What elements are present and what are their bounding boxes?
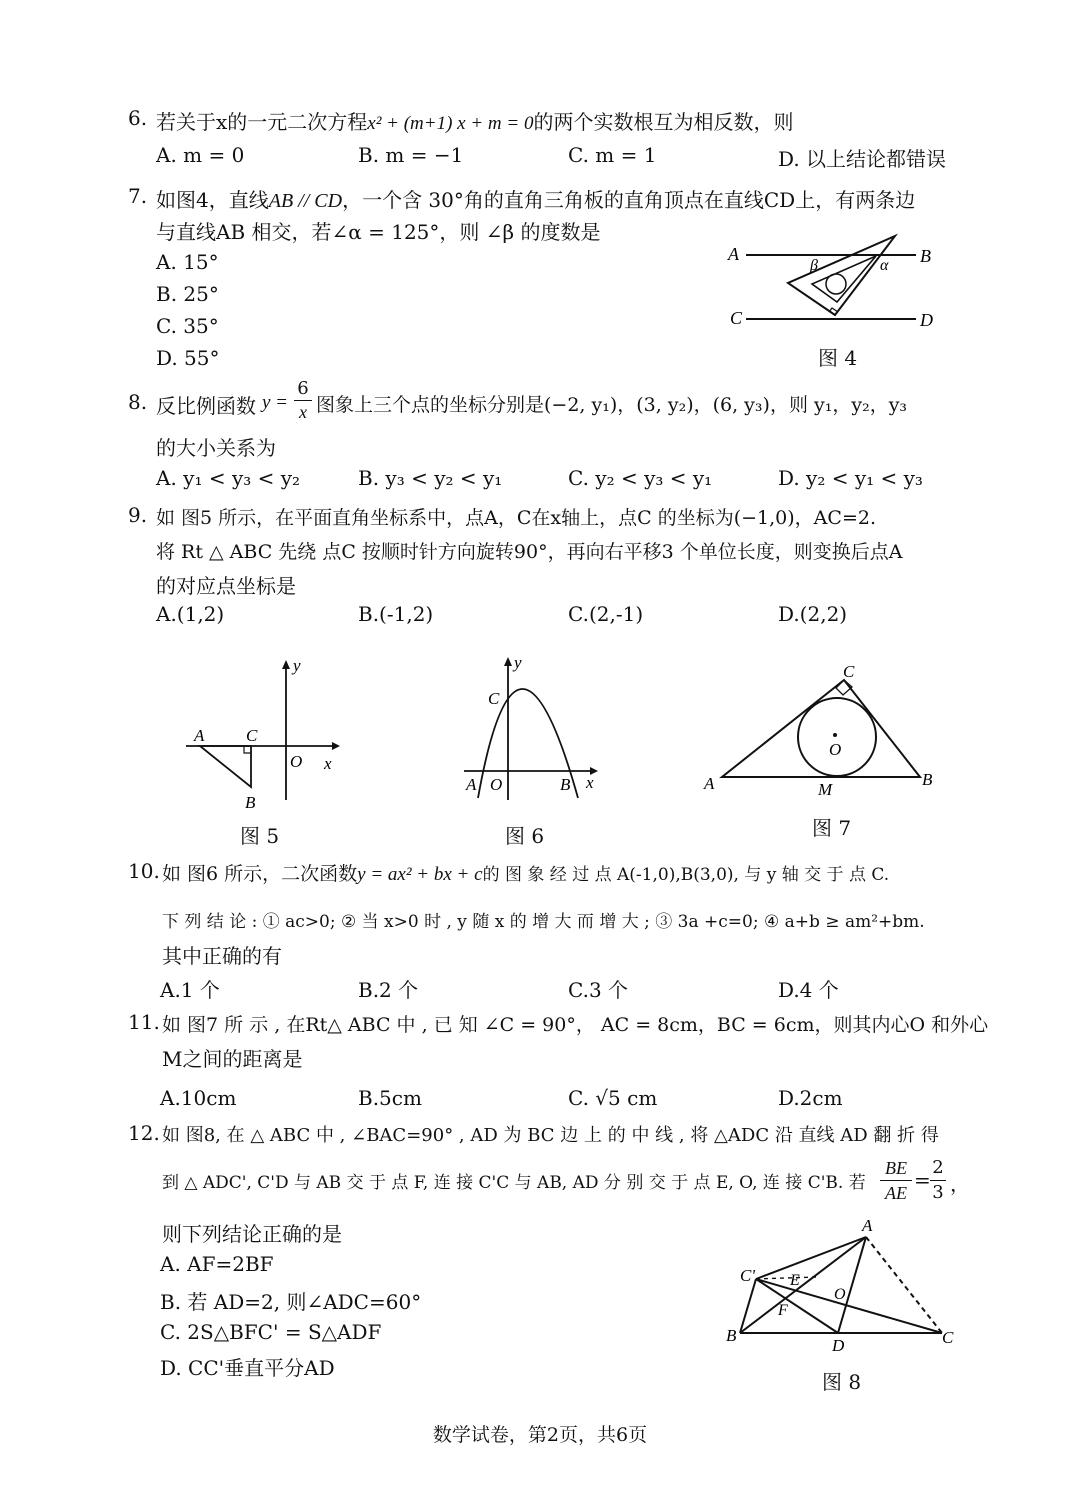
fig5-y-arrow bbox=[282, 660, 290, 669]
fig8-label-a: A bbox=[862, 1216, 873, 1235]
fig7-label-a: A bbox=[704, 774, 715, 793]
q6-number: 6. bbox=[128, 106, 148, 130]
q8-func-numerator: 6 bbox=[297, 378, 309, 399]
q9-line3: 的对应点坐标是 bbox=[156, 574, 296, 598]
fig4-caption: 图 4 bbox=[818, 346, 858, 370]
q10-option-b: B.2 个 bbox=[358, 978, 419, 1002]
q6-stem-b: 的两个实数根互为相反数，则 bbox=[533, 110, 794, 134]
fig6-label-b: B bbox=[560, 775, 571, 794]
q6-option-b: B. m = −1 bbox=[358, 143, 464, 167]
fig7-label-o: O bbox=[829, 740, 842, 759]
fig8-label-b: B bbox=[726, 1326, 737, 1345]
q8-option-d: D. y₂ < y₁ < y₃ bbox=[778, 466, 923, 490]
q9-line1: 如 图5 所示，在平面直角坐标系中，点A，C在x轴上，点C 的坐标为(−1,0)，AC=2. bbox=[156, 507, 876, 529]
q8-option-c: C. y₂ < y₃ < y₁ bbox=[568, 466, 713, 490]
q6-option-a: A. m = 0 bbox=[156, 143, 245, 167]
q7-line1-b: ，一个含 30°角的直角三角板的直角顶点在直线CD上，有两条边 bbox=[342, 188, 916, 212]
fig5-label-c: C bbox=[246, 726, 258, 745]
q6-stem-a: 若关于x的一元二次方程 bbox=[156, 110, 368, 134]
q7-line1 bbox=[156, 184, 915, 213]
q11-line2: M之间的距离是 bbox=[162, 1047, 303, 1071]
fig7-caption: 图 7 bbox=[812, 816, 852, 840]
fig7-label-m: M bbox=[818, 780, 833, 799]
fig7-incircle bbox=[798, 698, 876, 776]
fig5-label-y: y bbox=[293, 656, 301, 675]
q12-option-a: A. AF=2BF bbox=[160, 1252, 274, 1276]
fig6-label-a: A bbox=[466, 775, 477, 794]
q8-stem-a: 反比例函数 bbox=[156, 394, 256, 418]
q8-func-left: y = bbox=[262, 392, 289, 413]
fig8-seg-ac1 bbox=[756, 1237, 866, 1279]
q10-line1-b: 的 图 象 经 过 点 A(-1,0),B(3,0), 与 y 轴 交 于 点 C. bbox=[482, 865, 890, 885]
q7-option-b: B. 25° bbox=[156, 282, 219, 306]
q12-line2-end: ， bbox=[950, 1172, 970, 1196]
q12-option-d: D. CC'垂直平分AD bbox=[160, 1356, 335, 1380]
q10-line1 bbox=[162, 859, 889, 886]
q8-option-a: A. y₁ < y₃ < y₂ bbox=[156, 466, 301, 490]
fig8-label-d: D bbox=[832, 1336, 845, 1355]
fig4-label-b: B bbox=[920, 246, 931, 266]
q12-frac1-numerator: BE bbox=[885, 1158, 907, 1178]
q7-number: 7. bbox=[128, 184, 148, 208]
q12-frac2-denominator: 3 bbox=[932, 1182, 944, 1203]
q7-line2: 与直线AB 相交，若∠α = 125°，则 ∠β 的度数是 bbox=[156, 220, 601, 244]
fig7-label-b: B bbox=[922, 770, 933, 789]
q8-func-denominator: x bbox=[299, 402, 307, 422]
q9-option-b: B.(-1,2) bbox=[358, 602, 434, 626]
fig4-label-beta: β bbox=[810, 257, 818, 274]
fig8-label-c: C bbox=[942, 1328, 954, 1347]
fig8-seg-ab bbox=[740, 1237, 866, 1333]
fig8-label-e: E bbox=[790, 1272, 800, 1289]
q10-line3: 其中正确的有 bbox=[162, 944, 282, 968]
q10-line2: 下 列 结 论 : ① ac>0; ② 当 x>0 时 , y 随 x 的 增 大 而 增 大 ; ③ 3a +c=0; ④ a+b ≥ am²+bm. bbox=[162, 912, 925, 932]
fig8-label-o: O bbox=[834, 1286, 846, 1303]
q11-number: 11. bbox=[128, 1010, 160, 1034]
q12-line1: 如 图8, 在 △ ABC 中 , ∠BAC=90° , AD 为 BC 边 上 的 中 线 , 将 △ADC 沿 直线 AD 翻 折 得 bbox=[162, 1125, 939, 1146]
fig4-label-alpha: α bbox=[880, 257, 889, 274]
fig8-seg-c1b bbox=[740, 1279, 756, 1333]
q12-frac2-numerator: 2 bbox=[932, 1157, 944, 1178]
fig6-label-y: y bbox=[514, 653, 522, 672]
q7-option-a: A. 15° bbox=[156, 250, 219, 274]
fig5-caption: 图 5 bbox=[240, 824, 280, 848]
q7-option-d: D. 55° bbox=[156, 346, 220, 370]
fig6-y-arrow bbox=[504, 657, 512, 666]
fig7-center-dot bbox=[833, 733, 837, 737]
figure-8 bbox=[720, 1215, 970, 1360]
q9-number: 9. bbox=[128, 503, 148, 527]
fig5-label-b: B bbox=[245, 793, 256, 812]
fig6-caption: 图 6 bbox=[505, 824, 545, 848]
fig5-right-angle-mark bbox=[244, 746, 251, 753]
q6-option-c: C. m = 1 bbox=[568, 143, 657, 167]
fig4-label-a: A bbox=[728, 244, 739, 264]
q9-option-a: A.(1,2) bbox=[156, 602, 225, 626]
fig6-label-o: O bbox=[490, 775, 503, 794]
q6-stem bbox=[156, 106, 793, 135]
fig6-label-x: x bbox=[586, 773, 594, 792]
q8-stem-b: 图象上三个点的坐标分别是(−2, y₁)，(3, y₂)，(6, y₃)，则 y₁，y₂，y₃ bbox=[316, 394, 908, 416]
q12-frac1-denominator: AE bbox=[885, 1183, 907, 1203]
q9-option-c: C.(2,-1) bbox=[568, 602, 644, 626]
q10-line1-math: y = ax² + bx + c bbox=[357, 864, 483, 885]
q12-option-b: B. 若 AD=2, 则∠ADC=60° bbox=[160, 1290, 422, 1314]
q10-option-c: C.3 个 bbox=[568, 978, 629, 1002]
q12-frac-equals: = bbox=[914, 1168, 931, 1192]
q7-line1-math: AB // CD bbox=[268, 190, 343, 212]
fig5-label-a: A bbox=[194, 726, 205, 745]
q11-option-b: B.5cm bbox=[358, 1086, 422, 1110]
q9-option-d: D.(2,2) bbox=[778, 602, 848, 626]
q12-line3: 则下列结论正确的是 bbox=[162, 1222, 342, 1246]
page-footer: 数学试卷，第2页，共6页 bbox=[432, 1424, 648, 1446]
fig8-label-c1: C' bbox=[740, 1266, 755, 1285]
fig8-seg-ad bbox=[838, 1237, 866, 1333]
fig5-triangle bbox=[200, 746, 251, 787]
fig5-label-o: O bbox=[290, 752, 303, 771]
figure-7 bbox=[700, 655, 950, 805]
q10-option-a: A.1 个 bbox=[160, 978, 220, 1002]
q11-option-a: A.10cm bbox=[160, 1086, 237, 1110]
q12-fraction-be-ae bbox=[880, 1156, 912, 1205]
q11-line1: 如 图7 所 示 , 在Rt△ ABC 中 , 已 知 ∠C = 90°， AC = 8cm，BC = 6cm，则其内心O 和外心 bbox=[162, 1014, 989, 1036]
q12-line2: 到 △ ADC', C'D 与 AB 交 于 点 F, 连 接 C'C 与 AB, AD 分 别 交 于 点 E, O, 连 接 C'B. 若 bbox=[162, 1173, 866, 1193]
q8-func-fraction bbox=[294, 378, 312, 423]
fig6-label-c: C bbox=[488, 689, 500, 708]
q10-line1-a: 如 图6 所示，二次函数 bbox=[162, 863, 358, 885]
fig7-label-c: C bbox=[843, 662, 855, 681]
q6-equation: x² + (m+1) x + m = 0 bbox=[367, 113, 534, 134]
figure-6 bbox=[460, 650, 610, 810]
fig8-seg-c1e bbox=[756, 1277, 816, 1279]
q8-number: 8. bbox=[128, 390, 148, 414]
fig7-triangle bbox=[722, 680, 920, 777]
fig5-label-x: x bbox=[324, 754, 332, 773]
fig4-label-d: D bbox=[920, 310, 933, 330]
fig8-caption: 图 8 bbox=[822, 1370, 862, 1394]
q11-option-d: D.2cm bbox=[778, 1086, 843, 1110]
q12-fraction-2-3 bbox=[930, 1156, 946, 1205]
q10-option-d: D.4 个 bbox=[778, 978, 839, 1002]
q12-number: 12. bbox=[128, 1121, 160, 1145]
q6-option-d: D. 以上结论都错误 bbox=[778, 147, 947, 171]
q8-option-b: B. y₃ < y₂ < y₁ bbox=[358, 466, 503, 490]
q7-line1-a: 如图4，直线 bbox=[156, 188, 269, 212]
q12-option-c: C. 2S△BFC' = S△ADF bbox=[160, 1320, 382, 1344]
figure-5 bbox=[180, 655, 350, 815]
q11-option-c: C. √5 cm bbox=[568, 1086, 658, 1110]
q8-line2: 的大小关系为 bbox=[156, 436, 276, 460]
fig4-label-c: C bbox=[730, 308, 743, 328]
q9-line2: 将 Rt △ ABC 先绕 点C 按顺时针方向旋转90°，再向右平移3 个单位长度，则变换后点A bbox=[156, 541, 903, 563]
fig8-seg-ac bbox=[866, 1237, 942, 1333]
fig5-x-arrow bbox=[332, 742, 340, 750]
fig4-circle bbox=[826, 274, 846, 294]
q10-number: 10. bbox=[128, 859, 160, 883]
q7-option-c: C. 35° bbox=[156, 314, 219, 338]
fig8-label-f: F bbox=[778, 1302, 788, 1319]
